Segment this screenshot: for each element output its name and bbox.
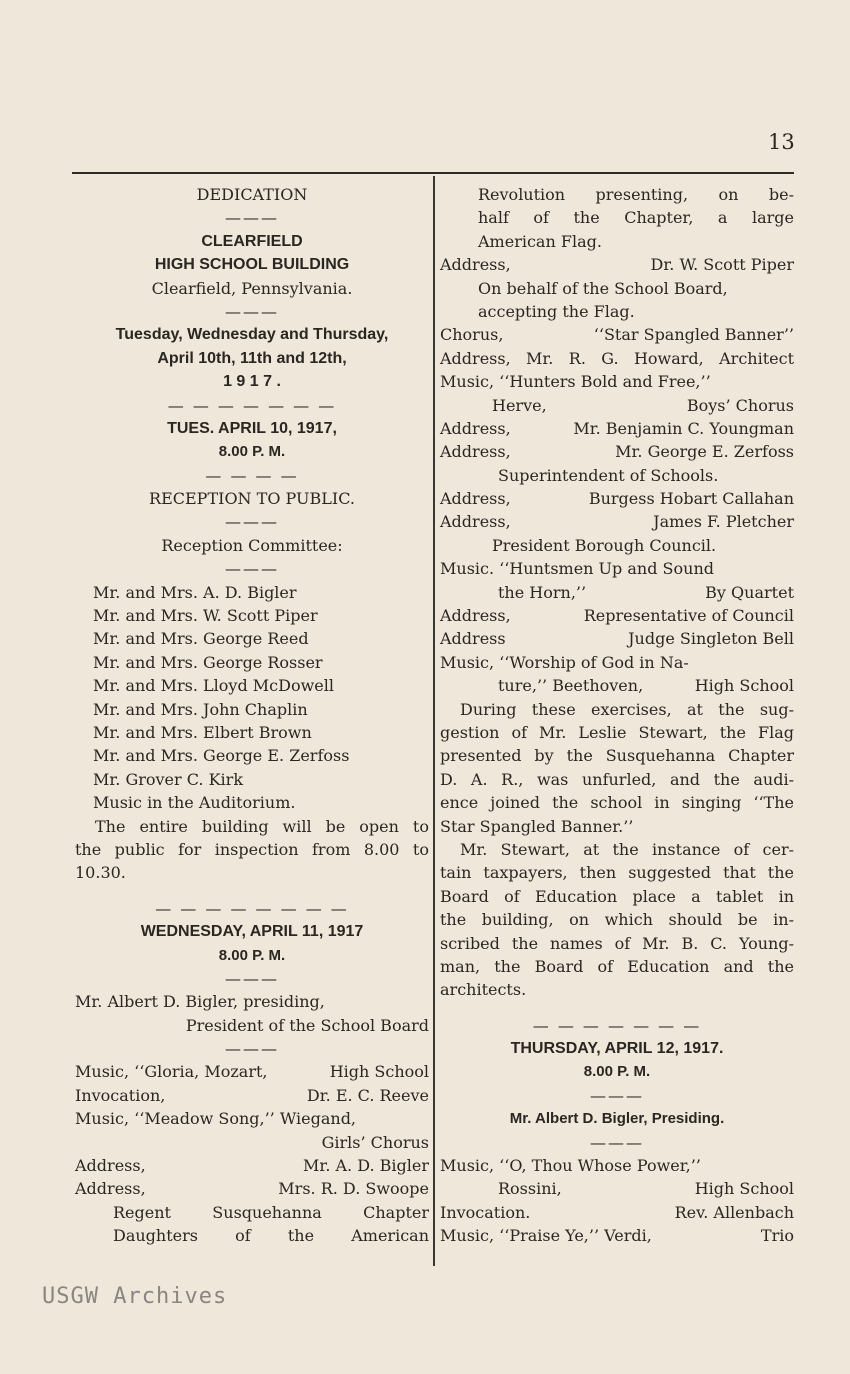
divider: ——— bbox=[225, 559, 279, 579]
paragraph-line: Star Spangled Banner.’’ bbox=[440, 816, 634, 836]
program-item-right: Mrs. R. D. Swoope bbox=[278, 1179, 429, 1199]
program-item bbox=[75, 1131, 429, 1154]
program-item bbox=[440, 417, 794, 440]
committee-member: Mr. and Mrs. A. D. Bigler bbox=[93, 582, 297, 602]
dedication-heading: DEDICATION bbox=[196, 185, 308, 204]
program-item bbox=[440, 510, 794, 533]
right-column bbox=[440, 183, 794, 1248]
event-dates: April 10th, 11th and 12th, bbox=[157, 349, 347, 367]
program-item: Music, ‘‘Hunters Bold and Free,’’ bbox=[440, 372, 711, 392]
program-item: Music. ‘‘Huntsmen Up and Sound bbox=[440, 559, 714, 579]
event-year: 1 9 1 7 . bbox=[223, 373, 281, 391]
program-item-left: Rossini, bbox=[498, 1179, 562, 1199]
program-item-left: Invocation, bbox=[75, 1085, 166, 1105]
program-item bbox=[75, 1177, 429, 1200]
program-item-left: Address, bbox=[440, 255, 511, 275]
thursday-heading: THURSDAY, APRIL 12, 1917. bbox=[510, 1040, 724, 1058]
program-item bbox=[75, 1154, 429, 1177]
wednesday-time: 8.00 P. M. bbox=[218, 946, 286, 964]
column-divider bbox=[433, 176, 435, 1266]
paragraph-line: D. A. R., was unfurled, and the audi- bbox=[440, 769, 794, 789]
program-item bbox=[440, 674, 794, 697]
paragraph-line: gestion of Mr. Leslie Stewart, the Flag bbox=[440, 722, 794, 742]
tuesday-time: 8.00 P. M. bbox=[218, 443, 286, 461]
paragraph-line: ence joined the school in singing ‘‘The bbox=[440, 793, 794, 813]
paragraph-line: man, the Board of Education and the bbox=[440, 956, 794, 976]
program-item bbox=[440, 1177, 794, 1200]
presiding-title: President of the School Board bbox=[185, 1015, 429, 1035]
committee-member: Mr. and Mrs. Elbert Brown bbox=[93, 722, 312, 742]
board-line: On behalf of the School Board, bbox=[478, 278, 728, 298]
program-item-right: Dr. E. C. Reeve bbox=[306, 1085, 429, 1105]
program-item-left: Music, ‘‘Praise Ye,’’ Verdi, bbox=[440, 1226, 652, 1246]
program-item-right: Mr. Benjamin C. Youngman bbox=[573, 418, 794, 438]
reception-heading: RECEPTION TO PUBLIC. bbox=[149, 489, 355, 509]
divider: ——— bbox=[225, 968, 279, 988]
program-item bbox=[440, 1201, 794, 1224]
presiding-line: Mr. Albert D. Bigler, presiding, bbox=[75, 992, 325, 1012]
program-item bbox=[440, 604, 794, 627]
committee-member: Mr. and Mrs. John Chaplin bbox=[93, 699, 308, 719]
program-item-left: Music, ‘‘Gloria, Mozart, bbox=[75, 1062, 268, 1082]
divider: — — — — bbox=[205, 465, 299, 485]
open-text-line: The entire building will be open to bbox=[95, 816, 429, 836]
program-item-left: Address, bbox=[440, 489, 511, 509]
program-item bbox=[75, 1084, 429, 1107]
paragraph-line: presented by the Susquehanna Chapter bbox=[440, 746, 794, 766]
divider: — — — — — — — — bbox=[155, 898, 349, 918]
music-note: Music in the Auditorium. bbox=[93, 793, 296, 813]
program-item bbox=[440, 627, 794, 650]
divider: ——— bbox=[225, 208, 279, 228]
revolution-line: Revolution presenting, on be- bbox=[478, 185, 794, 204]
program-item-right: Trio bbox=[760, 1226, 794, 1246]
program-item-right: Mr. A. D. Bigler bbox=[303, 1156, 429, 1176]
committee-heading: Reception Committee: bbox=[161, 535, 343, 555]
committee-member: Mr. and Mrs. George E. Zerfoss bbox=[93, 746, 350, 766]
thursday-time: 8.00 P. M. bbox=[583, 1063, 651, 1081]
program-item-left: Address, bbox=[75, 1179, 146, 1199]
program-item-left: Address bbox=[440, 629, 506, 649]
title-line: President Borough Council. bbox=[492, 535, 717, 555]
program-item-right: Dr. W. Scott Piper bbox=[650, 255, 794, 275]
program-item-left: ture,’’ Beethoven, bbox=[498, 676, 644, 696]
program-item-left: Address, bbox=[440, 512, 511, 532]
title-line: Superintendent of Schools. bbox=[498, 465, 719, 485]
paragraph-line: Board of Education place a tablet in bbox=[440, 886, 794, 906]
divider: — — — — — — — bbox=[167, 395, 337, 415]
program-item bbox=[440, 253, 794, 276]
program-item bbox=[440, 440, 794, 463]
program-item-left: Address, bbox=[440, 442, 511, 462]
paragraph-line: During these exercises, at the sug- bbox=[460, 699, 794, 719]
paragraph-line: scribed the names of Mr. B. C. Young- bbox=[440, 933, 794, 953]
program-item bbox=[75, 1107, 429, 1130]
program-item: Address, Mr. R. G. Howard, Architect bbox=[440, 348, 794, 368]
program-item: Music, ‘‘Worship of God in Na- bbox=[440, 652, 689, 672]
open-text-line: 10.30. bbox=[75, 863, 126, 883]
left-column bbox=[75, 183, 429, 1248]
revolution-line: American Flag. bbox=[478, 231, 602, 251]
program-item-right: High School bbox=[329, 1062, 429, 1082]
paragraph-line: tain taxpayers, then suggested that the bbox=[440, 863, 794, 883]
program-item-left: Address, bbox=[75, 1156, 146, 1176]
open-text-line: the public for inspection from 8.00 to bbox=[75, 839, 429, 859]
board-line: accepting the Flag. bbox=[478, 301, 635, 321]
divider: ——— bbox=[225, 301, 279, 321]
program-item-left: Herve, bbox=[492, 395, 547, 415]
tuesday-heading: TUES. APRIL 10, 1917, bbox=[167, 419, 337, 437]
wednesday-heading: WEDNESDAY, APRIL 11, 1917 bbox=[140, 923, 364, 941]
program-item-right: Judge Singleton Bell bbox=[628, 629, 794, 649]
divider: — — — — — — — bbox=[532, 1015, 702, 1035]
program-item-right: ‘‘Star Spangled Banner’’ bbox=[593, 325, 794, 345]
committee-member: Mr. Grover C. Kirk bbox=[93, 769, 244, 789]
committee-member: Mr. and Mrs. George Rosser bbox=[93, 652, 323, 672]
program-item-left: the Horn,’’ bbox=[498, 582, 587, 602]
program-item bbox=[440, 1224, 794, 1247]
program-item-right: Burgess Hobart Callahan bbox=[588, 489, 794, 509]
page-number: 13 bbox=[768, 130, 795, 154]
program-item-right: High School bbox=[694, 676, 794, 696]
program-item-right: High School bbox=[694, 1179, 794, 1199]
program-item-right: By Quartet bbox=[705, 582, 794, 602]
divider: ——— bbox=[225, 512, 279, 532]
location: Clearfield, Pennsylvania. bbox=[151, 278, 353, 298]
program-item-right: Boys’ Chorus bbox=[686, 395, 794, 415]
program-item-left: Address, bbox=[440, 606, 511, 626]
program-item-left: Chorus, bbox=[440, 325, 504, 345]
event-days: Tuesday, Wednesday and Thursday, bbox=[115, 326, 389, 344]
thursday-presiding: Mr. Albert D. Bigler, Presiding. bbox=[509, 1110, 725, 1128]
paragraph-line: architects. bbox=[440, 980, 527, 1000]
divider: ——— bbox=[225, 1039, 279, 1059]
program-item-left: Address, bbox=[440, 418, 511, 438]
regent-line: Regent Susquehanna Chapter bbox=[113, 1202, 429, 1222]
divider: ——— bbox=[590, 1085, 644, 1105]
program-item bbox=[440, 487, 794, 510]
program-item-left: Music, ‘‘Meadow Song,’’ Wiegand, bbox=[75, 1109, 357, 1129]
program-item bbox=[75, 1060, 429, 1083]
divider: ——— bbox=[590, 1132, 644, 1152]
program-item-right: Girls’ Chorus bbox=[321, 1132, 429, 1152]
program-item-right: Rev. Allenbach bbox=[674, 1202, 794, 1222]
archive-watermark: USGW Archives bbox=[42, 1284, 228, 1309]
program-item-right: Representative of Council bbox=[583, 606, 794, 626]
committee-member: Mr. and Mrs. Lloyd McDowell bbox=[93, 676, 334, 696]
building-heading: HIGH SCHOOL BUILDING bbox=[154, 256, 350, 274]
program-item: Music, ‘‘O, Thou Whose Power,’’ bbox=[440, 1156, 701, 1176]
program-item bbox=[440, 323, 794, 346]
top-rule bbox=[72, 172, 794, 174]
program-item-right: James F. Pletcher bbox=[653, 512, 794, 532]
revolution-line: half of the Chapter, a large bbox=[478, 208, 794, 228]
program-item-left: Invocation. bbox=[440, 1202, 531, 1222]
program-item bbox=[440, 394, 794, 417]
paragraph-line: Mr. Stewart, at the instance of cer- bbox=[460, 839, 794, 859]
regent-line: Daughters of the American bbox=[113, 1226, 429, 1246]
paragraph-line: the building, on which should be in- bbox=[440, 910, 794, 930]
committee-member: Mr. and Mrs. W. Scott Piper bbox=[93, 606, 318, 626]
program-item-right: Mr. George E. Zerfoss bbox=[615, 442, 794, 462]
committee-member: Mr. and Mrs. George Reed bbox=[93, 629, 309, 649]
program-item bbox=[440, 581, 794, 604]
clearfield-heading: CLEARFIELD bbox=[201, 232, 303, 250]
